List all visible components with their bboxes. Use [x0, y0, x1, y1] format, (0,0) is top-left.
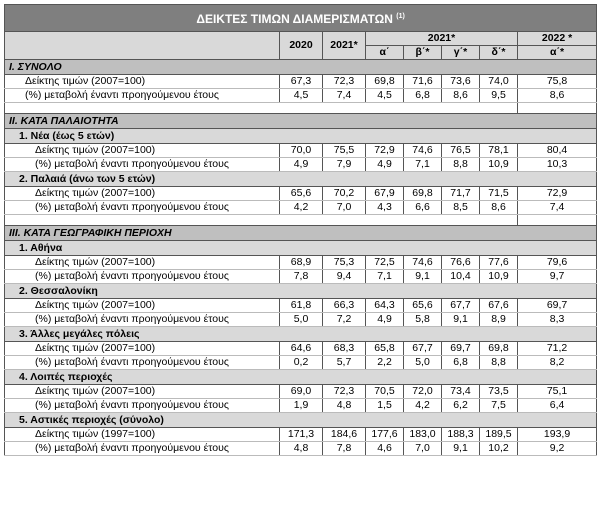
value-cell: 8,2: [518, 356, 597, 370]
value-cell: 10,4: [442, 270, 480, 284]
value-cell: 74,0: [480, 75, 518, 89]
spacer-row: [5, 103, 597, 114]
table-title-row: [5, 5, 597, 32]
section-region-label: III. ΚΑΤΑ ΓΕΩΓΡΑΦΙΚΗ ΠΕΡΙΟΧΗ: [5, 226, 597, 241]
subsection-old-label: 2. Παλαιά (άνω των 5 ετών): [5, 172, 597, 187]
value-cell: 8,5: [442, 201, 480, 215]
value-cell: 73,5: [480, 385, 518, 399]
subsection-urban-row: [5, 413, 597, 428]
value-cell: 8,6: [442, 89, 480, 103]
subsection-new-row: [5, 129, 597, 144]
row-label: Δείκτης τιμών (1997=100): [5, 428, 280, 442]
table-row: [5, 270, 597, 284]
value-cell: 69,8: [366, 75, 404, 89]
row-label: Δείκτης τιμών (2007=100): [5, 385, 280, 399]
row-label: Δείκτης τιμών (2007=100): [5, 299, 280, 313]
value-cell: 8,3: [518, 313, 597, 327]
value-cell: 9,1: [442, 442, 480, 456]
value-cell: 78,1: [480, 144, 518, 158]
value-cell: 4,2: [280, 201, 323, 215]
value-cell: 68,9: [280, 256, 323, 270]
value-cell: 7,5: [480, 399, 518, 413]
row-label: (%) μεταβολή έναντι προηγούμενου έτους: [5, 356, 280, 370]
value-cell: 75,5: [323, 144, 366, 158]
table-row: [5, 89, 597, 103]
value-cell: 75,1: [518, 385, 597, 399]
value-cell: 67,3: [280, 75, 323, 89]
value-cell: 7,8: [280, 270, 323, 284]
value-cell: 7,8: [323, 442, 366, 456]
value-cell: 75,3: [323, 256, 366, 270]
header-year-2020: 2020: [280, 32, 323, 60]
value-cell: 184,6: [323, 428, 366, 442]
value-cell: 9,2: [518, 442, 597, 456]
value-cell: 80,4: [518, 144, 597, 158]
header-group-2022: 2022 *: [518, 32, 597, 46]
table-row: [5, 75, 597, 89]
value-cell: 1,5: [366, 399, 404, 413]
value-cell: 72,9: [518, 187, 597, 201]
value-cell: 7,1: [404, 158, 442, 172]
value-cell: 4,2: [404, 399, 442, 413]
value-cell: 6,2: [442, 399, 480, 413]
value-cell: 4,5: [366, 89, 404, 103]
value-cell: 9,4: [323, 270, 366, 284]
value-cell: 67,7: [404, 342, 442, 356]
value-cell: 69,8: [480, 342, 518, 356]
value-cell: 8,6: [480, 201, 518, 215]
value-cell: 6,8: [404, 89, 442, 103]
value-cell: 69,8: [404, 187, 442, 201]
value-cell: 1,9: [280, 399, 323, 413]
value-cell: 67,6: [480, 299, 518, 313]
value-cell: 73,6: [442, 75, 480, 89]
value-cell: 171,3: [280, 428, 323, 442]
subsection-thessaloniki-label: 2. Θεσσαλονίκη: [5, 284, 597, 299]
header-quarter-q1-2021: α΄: [366, 46, 404, 60]
value-cell: 2,2: [366, 356, 404, 370]
value-cell: 72,3: [323, 385, 366, 399]
subsection-new-label: 1. Νέα (έως 5 ετών): [5, 129, 597, 144]
value-cell: 74,6: [404, 144, 442, 158]
value-cell: 4,8: [280, 442, 323, 456]
value-cell: 67,7: [442, 299, 480, 313]
value-cell: 76,5: [442, 144, 480, 158]
value-cell: 69,0: [280, 385, 323, 399]
subsection-thessaloniki-row: [5, 284, 597, 299]
table-row: [5, 399, 597, 413]
table-row: [5, 299, 597, 313]
table-row: [5, 313, 597, 327]
value-cell: 75,8: [518, 75, 597, 89]
subsection-other-areas-label: 4. Λοιπές περιοχές: [5, 370, 597, 385]
value-cell: 65,6: [280, 187, 323, 201]
value-cell: 73,4: [442, 385, 480, 399]
value-cell: 64,3: [366, 299, 404, 313]
value-cell: 7,4: [518, 201, 597, 215]
header-quarter-q4-2021: δ΄*: [480, 46, 518, 60]
value-cell: 7,2: [323, 313, 366, 327]
value-cell: 5,7: [323, 356, 366, 370]
table-row: [5, 442, 597, 456]
value-cell: 70,0: [280, 144, 323, 158]
row-label: (%) μεταβολή έναντι προηγούμενου έτους: [5, 270, 280, 284]
value-cell: 5,0: [280, 313, 323, 327]
subsection-old-row: [5, 172, 597, 187]
section-total-label: I. ΣΥΝΟΛΟ: [5, 60, 597, 75]
value-cell: 8,8: [480, 356, 518, 370]
value-cell: 10,2: [480, 442, 518, 456]
table-row: [5, 428, 597, 442]
value-cell: 4,8: [323, 399, 366, 413]
row-label: (%) μεταβολή έναντι προηγούμενου έτους: [5, 201, 280, 215]
header-quarter-q1-2022: α΄*: [518, 46, 597, 60]
value-cell: 4,9: [366, 158, 404, 172]
value-cell: 7,1: [366, 270, 404, 284]
row-label: (%) μεταβολή έναντι προηγούμενου έτους: [5, 158, 280, 172]
value-cell: 71,2: [518, 342, 597, 356]
value-cell: 9,1: [442, 313, 480, 327]
row-label: Δείκτης τιμών (2007=100): [5, 256, 280, 270]
table-row: [5, 342, 597, 356]
header-year-2021: 2021*: [323, 32, 366, 60]
value-cell: 188,3: [442, 428, 480, 442]
value-cell: 4,9: [366, 313, 404, 327]
row-label: Δείκτης τιμών (2007=100): [5, 342, 280, 356]
value-cell: 66,3: [323, 299, 366, 313]
value-cell: 69,7: [518, 299, 597, 313]
row-label: (%) μεταβολή έναντι προηγούμενου έτους: [5, 442, 280, 456]
value-cell: 0,2: [280, 356, 323, 370]
value-cell: 7,9: [323, 158, 366, 172]
subsection-other-areas-row: [5, 370, 597, 385]
value-cell: 70,5: [366, 385, 404, 399]
table-title: [5, 5, 597, 32]
value-cell: 183,0: [404, 428, 442, 442]
table-row: [5, 158, 597, 172]
spacer-row: [5, 215, 597, 226]
section-age-label: II. ΚΑΤΑ ΠΑΛΑΙΟΤΗΤΑ: [5, 114, 597, 129]
value-cell: 7,0: [404, 442, 442, 456]
value-cell: 9,7: [518, 270, 597, 284]
section-age-row: [5, 114, 597, 129]
value-cell: 193,9: [518, 428, 597, 442]
value-cell: 65,6: [404, 299, 442, 313]
value-cell: 9,1: [404, 270, 442, 284]
value-cell: 72,3: [323, 75, 366, 89]
value-cell: 6,4: [518, 399, 597, 413]
value-cell: 71,7: [442, 187, 480, 201]
value-cell: 71,6: [404, 75, 442, 89]
value-cell: 71,5: [480, 187, 518, 201]
value-cell: 61,8: [280, 299, 323, 313]
value-cell: 189,5: [480, 428, 518, 442]
row-label: Δείκτης τιμών (2007=100): [5, 187, 280, 201]
value-cell: 10,9: [480, 270, 518, 284]
title-footnote-marker: (1): [396, 13, 405, 20]
value-cell: 69,7: [442, 342, 480, 356]
subsection-other-cities-label: 3. Άλλες μεγάλες πόλεις: [5, 327, 597, 342]
value-cell: 10,3: [518, 158, 597, 172]
value-cell: 65,8: [366, 342, 404, 356]
section-region-row: [5, 226, 597, 241]
value-cell: 10,9: [480, 158, 518, 172]
value-cell: 8,8: [442, 158, 480, 172]
value-cell: 79,6: [518, 256, 597, 270]
value-cell: 8,6: [518, 89, 597, 103]
value-cell: 177,6: [366, 428, 404, 442]
row-label: Δείκτης τιμών (2007=100): [5, 75, 280, 89]
subsection-athens-label: 1. Αθήνα: [5, 241, 597, 256]
table-row: [5, 187, 597, 201]
row-label: (%) μεταβολή έναντι προηγούμενου έτους: [5, 89, 280, 103]
value-cell: 72,5: [366, 256, 404, 270]
table-row: [5, 201, 597, 215]
table-row: [5, 356, 597, 370]
value-cell: 4,6: [366, 442, 404, 456]
value-cell: 4,9: [280, 158, 323, 172]
value-cell: 6,8: [442, 356, 480, 370]
value-cell: 76,6: [442, 256, 480, 270]
value-cell: 6,6: [404, 201, 442, 215]
subsection-urban-label: 5. Αστικές περιοχές (σύνολο): [5, 413, 597, 428]
row-label: Δείκτης τιμών (2007=100): [5, 144, 280, 158]
value-cell: 7,0: [323, 201, 366, 215]
value-cell: 77,6: [480, 256, 518, 270]
header-row-top: [5, 32, 597, 46]
header-quarter-q2-2021: β΄*: [404, 46, 442, 60]
value-cell: 5,0: [404, 356, 442, 370]
value-cell: 9,5: [480, 89, 518, 103]
header-group-2021: 2021*: [366, 32, 518, 46]
section-total-row: [5, 60, 597, 75]
table-row: [5, 256, 597, 270]
table-row: [5, 385, 597, 399]
row-label: (%) μεταβολή έναντι προηγούμενου έτους: [5, 399, 280, 413]
header-blank-cell: [5, 32, 280, 60]
value-cell: 72,9: [366, 144, 404, 158]
value-cell: 7,4: [323, 89, 366, 103]
value-cell: 5,8: [404, 313, 442, 327]
value-cell: 68,3: [323, 342, 366, 356]
subsection-athens-row: [5, 241, 597, 256]
header-quarter-q3-2021: γ΄*: [442, 46, 480, 60]
value-cell: 4,3: [366, 201, 404, 215]
value-cell: 74,6: [404, 256, 442, 270]
row-label: (%) μεταβολή έναντι προηγούμενου έτους: [5, 313, 280, 327]
table-row: [5, 144, 597, 158]
value-cell: 67,9: [366, 187, 404, 201]
table-title-text: ΔΕΙΚΤΕΣ ΤΙΜΩΝ ΔΙΑΜΕΡΙΣΜΑΤΩΝ: [196, 12, 393, 26]
value-cell: 70,2: [323, 187, 366, 201]
apartment-price-index-table: [4, 4, 597, 456]
value-cell: 72,0: [404, 385, 442, 399]
value-cell: 64,6: [280, 342, 323, 356]
subsection-other-cities-row: [5, 327, 597, 342]
value-cell: 4,5: [280, 89, 323, 103]
value-cell: 8,9: [480, 313, 518, 327]
